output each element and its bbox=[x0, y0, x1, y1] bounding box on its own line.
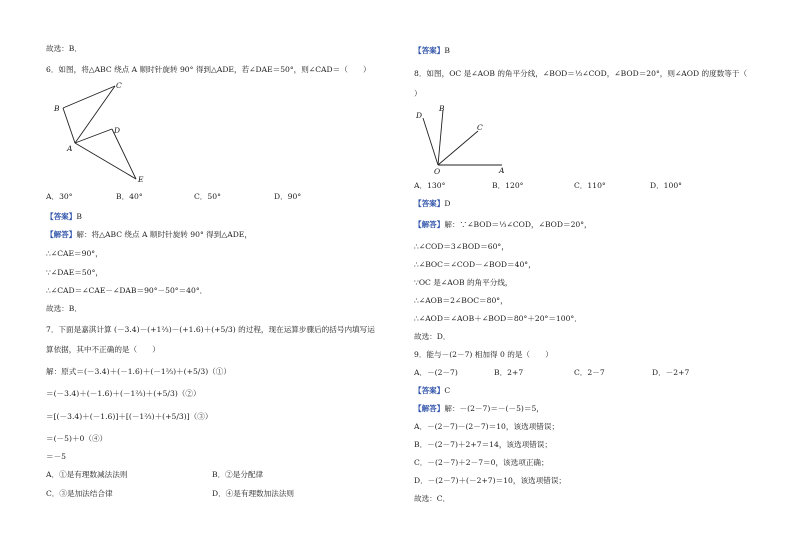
q7-step-1: 解：原式＝(－3.4)＋(－1.6)＋(－1⅔)＋(+5/3)（①） bbox=[46, 367, 231, 376]
q9-analysis-text: 解：－(2－7)＝－(－5)＝5， bbox=[444, 404, 544, 413]
question-9-stem: 9．能与－(2－7) 相加得 0 的是（ ） bbox=[414, 350, 553, 359]
question-8-stem-2: ） bbox=[414, 89, 422, 98]
q9-option-c: C．2－7 bbox=[574, 368, 605, 377]
q9-answer-line bbox=[414, 385, 450, 396]
q6-analysis-1 bbox=[46, 229, 252, 240]
q9-analysis-5: D．－(2－7)＋(－2+7)＝10，该选项错误； bbox=[414, 476, 567, 485]
q6-analysis-text: 解：将△ABC 绕点 A 顺时针旋转 90° 得到△ADE， bbox=[76, 230, 252, 239]
q6-option-a: A．30° bbox=[46, 192, 73, 201]
q7-step-2: ＝(－3.4)＋(－1.6)＋(－1⅔)＋(+5/3)（②） bbox=[46, 389, 201, 398]
q9-analysis-2: A．－(2－7)－(2－7)＝10，该选项错误； bbox=[414, 422, 560, 431]
label-o: O bbox=[434, 167, 441, 176]
analysis-tag: 【解答】 bbox=[46, 230, 77, 239]
q7-step-3: ＝[(－3.4)＋(－1.6)]＋[(－1⅔)＋(+5/3)]（③） bbox=[46, 412, 213, 421]
q9-option-b: B．2+7 bbox=[494, 368, 524, 377]
q6-option-d: D．90° bbox=[274, 192, 302, 201]
q8-analysis-6: ∴∠AOD＝∠AOB＋∠BOD＝80°＋20°＝100°． bbox=[414, 314, 582, 323]
question-9-options bbox=[414, 367, 689, 378]
answer-tag: 【答案】 bbox=[414, 199, 445, 208]
label-a: A bbox=[499, 166, 505, 175]
left-column bbox=[46, 0, 416, 560]
q8-option-d: D．100° bbox=[650, 181, 682, 190]
q7-option-a: A．①是有理数减法法则 bbox=[46, 470, 128, 479]
label-b: B bbox=[439, 104, 445, 113]
q9-analysis-3: B．－(2－7)＋2+7＝14，该选项错误； bbox=[414, 440, 552, 449]
q6-analysis-3: ∵∠DAE＝50°， bbox=[46, 268, 103, 277]
prev-conclusion: 故选：B． bbox=[46, 44, 82, 53]
label-a: A bbox=[67, 144, 73, 153]
q6-answer: B bbox=[76, 212, 82, 221]
q8-option-a: A．130° bbox=[414, 181, 446, 190]
label-e: E bbox=[138, 175, 144, 184]
question-7-stem-1: 7．下面是嘉淇计算 (－3.4)－(+1⅔)－(+1.6)＋(+5/3) 的过程，现在运算步骤后的括号内填写运 bbox=[46, 325, 375, 334]
q8-answer: D bbox=[444, 199, 451, 208]
question-6-stem: 6．如图，将△ABC 绕点 A 顺时针旋转 90° 得到△ADE，若∠DAE＝50°，则∠CAD＝（ ） bbox=[46, 65, 371, 74]
analysis-tag: 【解答】 bbox=[414, 404, 445, 413]
q8-option-b: B．120° bbox=[492, 181, 524, 190]
question-8-stem-1: 8．如图，OC 是∠AOB 的角平分线，∠BOD＝⅓∠COD，∠BOD＝20°，则∠AOD 的度数等于（ bbox=[414, 69, 748, 78]
label-d: D bbox=[416, 111, 423, 120]
q6-option-b: B．40° bbox=[116, 192, 143, 201]
q6-option-c: C．50° bbox=[194, 192, 221, 201]
q8-option-c: C．110° bbox=[574, 181, 606, 190]
q7-option-c: C．③是加法结合律 bbox=[46, 489, 113, 498]
q6-analysis-2: ∴∠CAE＝90°， bbox=[46, 249, 103, 258]
q9-conclusion: 故选：C． bbox=[414, 494, 451, 503]
answer-tag: 【答案】 bbox=[46, 212, 77, 221]
label-d: D bbox=[114, 126, 121, 135]
q9-analysis-4: C．－(2－7)＋2－7＝0，该选项正确； bbox=[414, 458, 549, 467]
q8-conclusion: 故选：D． bbox=[414, 332, 451, 341]
question-7-stem-2: 算依据，其中不正确的是（ ） bbox=[46, 345, 160, 354]
q7-step-5: ＝－5 bbox=[46, 452, 67, 461]
q6-answer-line bbox=[46, 211, 82, 222]
question-6-options bbox=[46, 191, 301, 202]
question-6-figure bbox=[50, 80, 160, 185]
label-c: C bbox=[477, 123, 483, 132]
q8-analysis-1 bbox=[414, 219, 592, 230]
label-c: C bbox=[116, 81, 122, 90]
q9-option-d: D．－2+7 bbox=[652, 368, 690, 377]
q6-analysis-4: ∴∠CAD＝∠CAE－∠DAB＝90°－50°＝40°． bbox=[46, 286, 208, 295]
q8-analysis-5: ∴∠AOB＝2∠BOC＝80°， bbox=[414, 296, 508, 305]
question-8-options bbox=[414, 180, 682, 191]
prev-answer: B bbox=[444, 46, 450, 55]
q7-option-d: D．④是有理数加法法则 bbox=[212, 489, 295, 498]
q9-analysis-1 bbox=[414, 403, 544, 414]
prev-answer-line bbox=[414, 45, 450, 56]
q8-answer-line bbox=[414, 198, 450, 209]
question-8-figure bbox=[414, 104, 514, 176]
label-b: B bbox=[54, 104, 60, 113]
q8-analysis-text: 解：∵∠BOD＝⅓∠COD，∠BOD＝20°， bbox=[444, 220, 592, 229]
analysis-tag: 【解答】 bbox=[414, 220, 445, 229]
q9-answer: C bbox=[444, 386, 451, 395]
q8-analysis-4: ∵OC 是∠AOB 的角平分线， bbox=[414, 278, 513, 287]
q9-option-a: A．－(2－7) bbox=[414, 368, 458, 377]
q6-conclusion: 故选：B． bbox=[46, 304, 82, 313]
right-column bbox=[414, 0, 784, 560]
answer-tag: 【答案】 bbox=[414, 386, 445, 395]
q7-step-4: ＝(－5)＋0（④） bbox=[46, 434, 108, 443]
q7-option-b: B．②是分配律 bbox=[212, 470, 264, 479]
answer-tag: 【答案】 bbox=[414, 46, 445, 55]
q8-analysis-2: ∴∠COD＝3∠BOD＝60°， bbox=[414, 242, 509, 251]
q8-analysis-3: ∴∠BOC＝∠COD－∠BOD＝40°， bbox=[414, 260, 536, 269]
